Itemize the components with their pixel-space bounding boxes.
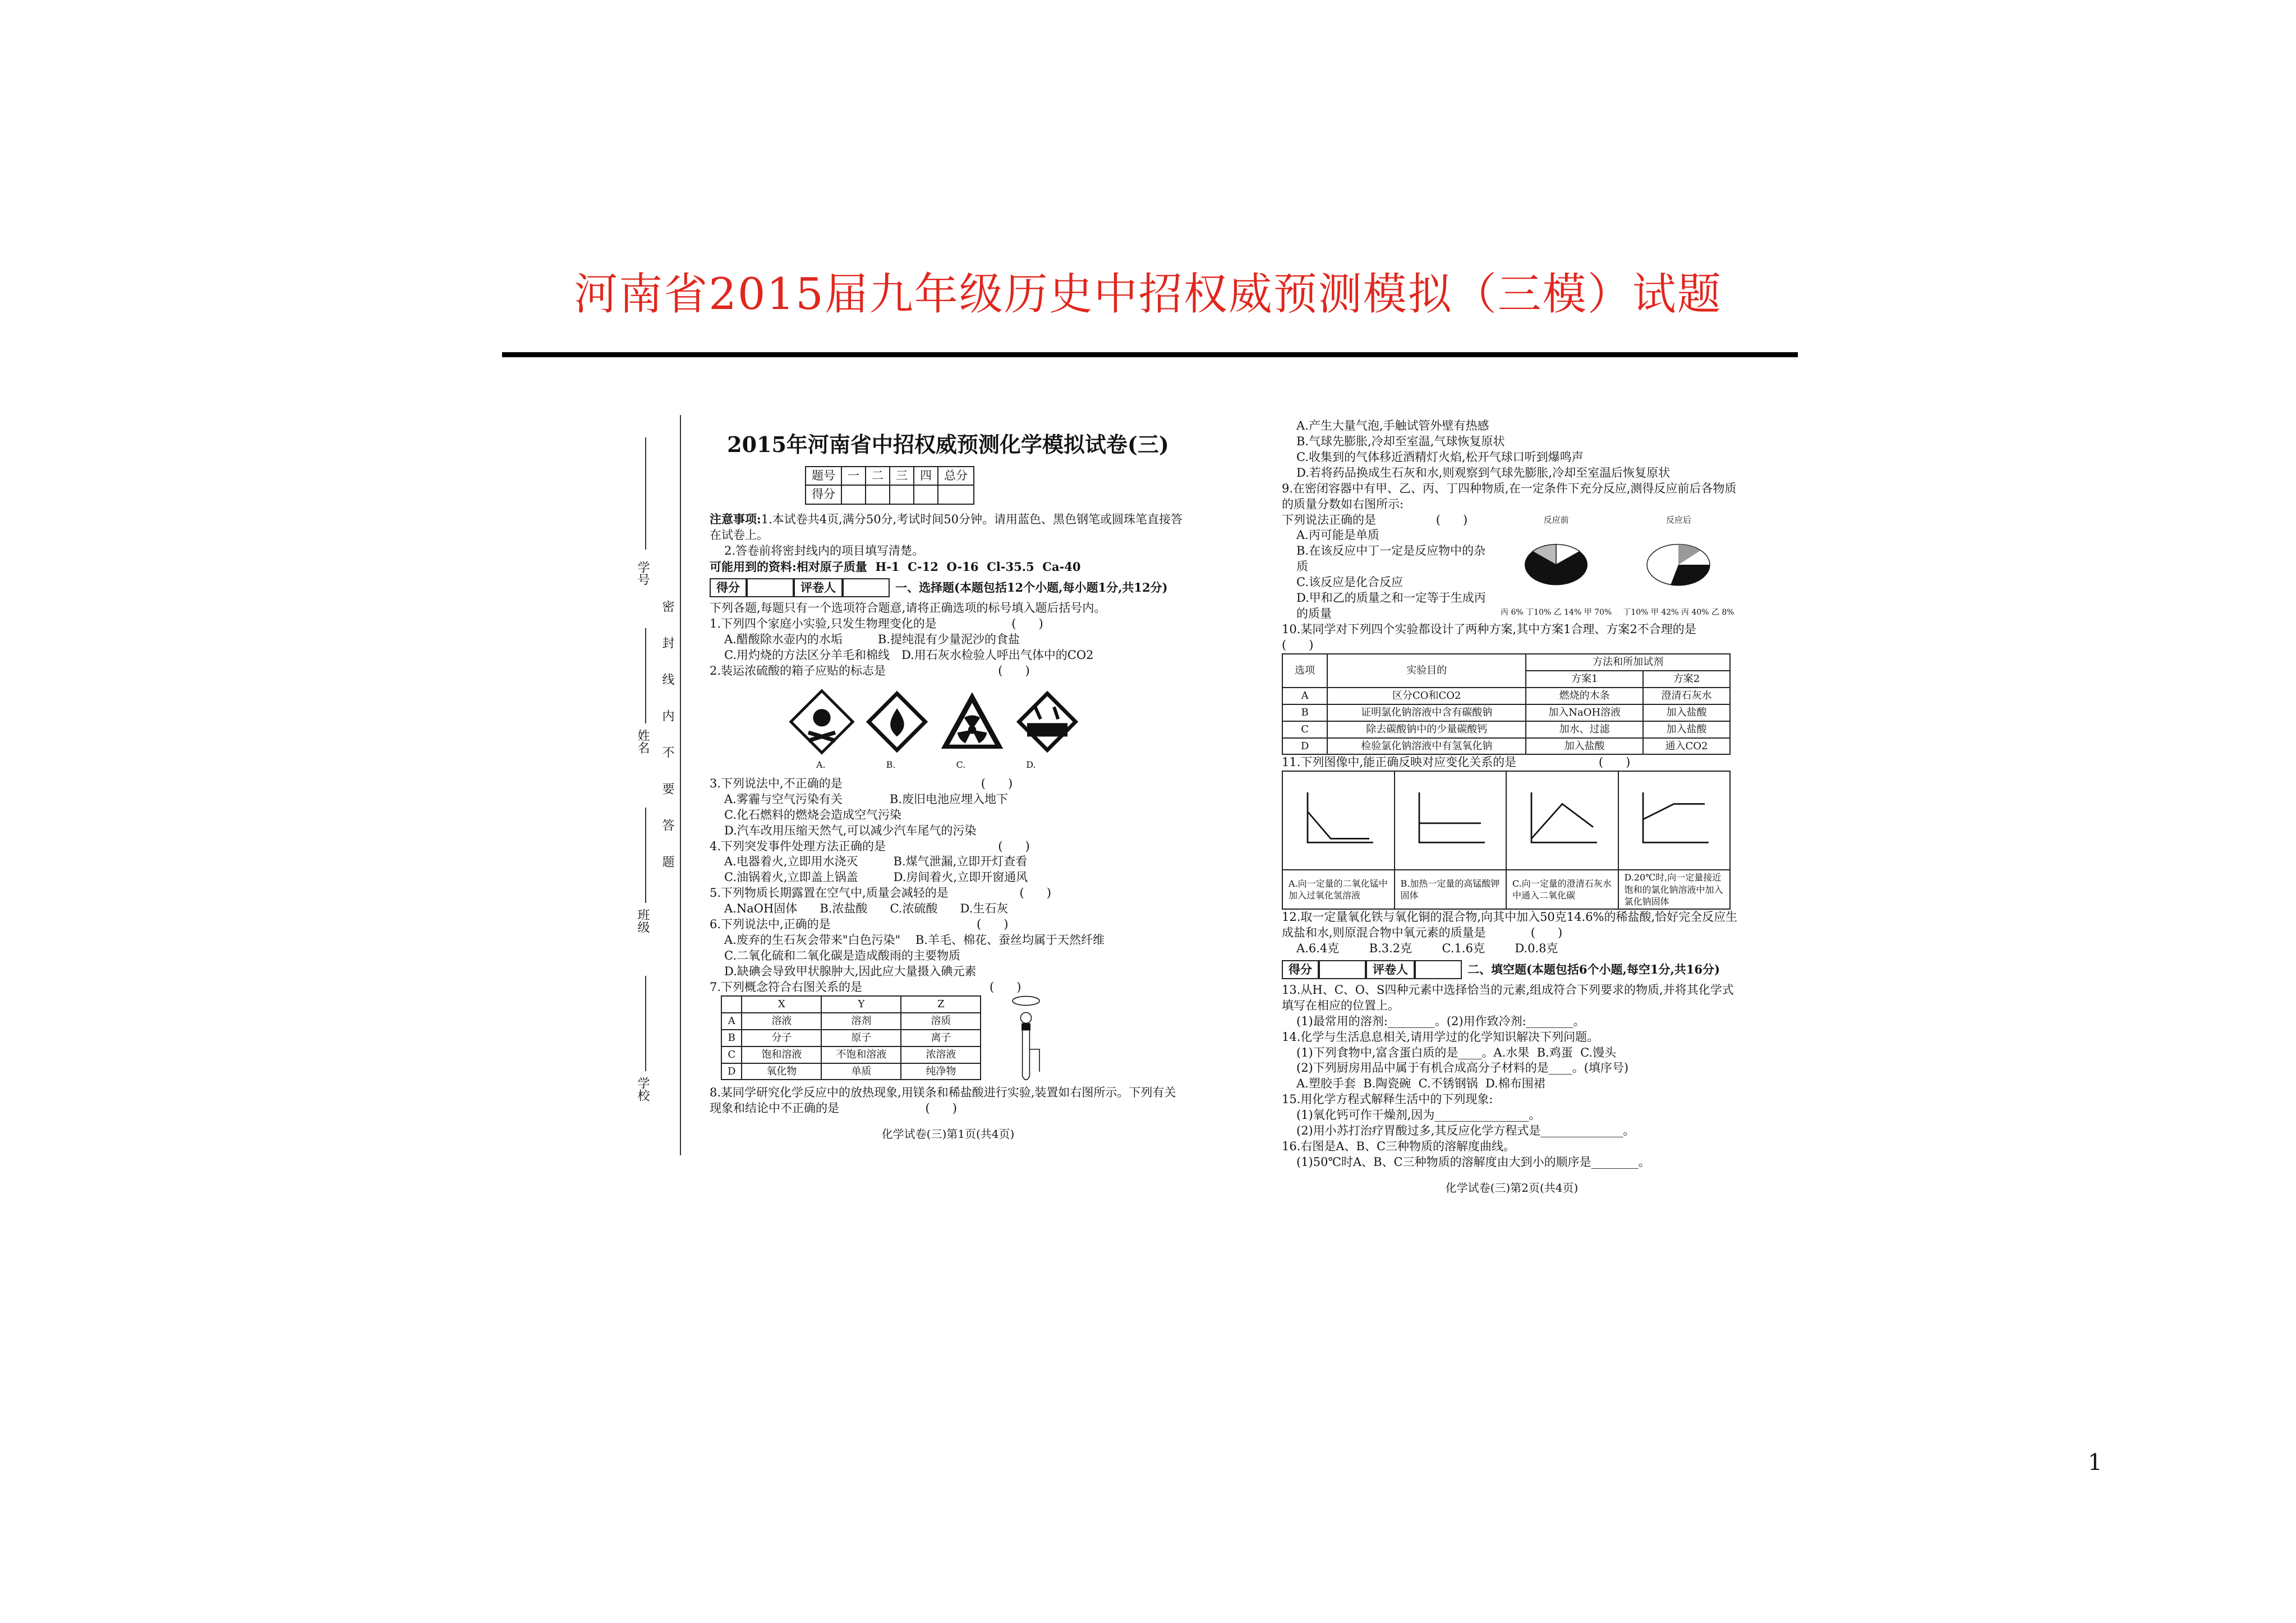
flammable-sign-icon xyxy=(863,688,931,755)
q10-cell: B xyxy=(1282,704,1327,721)
q10-cell: 检验氯化钠溶液中有氢氧化钠 xyxy=(1327,738,1526,755)
score-cell[interactable] xyxy=(841,485,866,504)
q10-cell: 加入盐酸 xyxy=(1526,738,1643,755)
q9-option-d: D.甲和乙的质量之和一定等于生成丙的质量 xyxy=(1296,591,1486,621)
test-tube-balloon-icon xyxy=(1004,995,1048,1085)
q10-header-cell: 实验目的 xyxy=(1327,654,1526,688)
name-blank xyxy=(645,628,646,723)
pie-before-item: 丁10% xyxy=(1526,608,1552,617)
hazard-label: B. xyxy=(886,759,896,770)
question-1: 1.下列四个家庭小实验,只发生物理变化的是 ( ) xyxy=(710,616,1043,630)
q10-cell: 区分CO和CO2 xyxy=(1327,688,1526,704)
notes-label: 注意事项: xyxy=(710,512,761,527)
section-2-header xyxy=(1282,960,1742,979)
question-12: 12.取一定量氧化铁与氧化铜的混合物,向其中加入50克14.6%的稀盐酸,恰好完全反应生成盐和水,则原混合物中氧元素的质量是 ( ) xyxy=(1282,910,1738,940)
q7-cell: B xyxy=(721,1030,742,1046)
hazard-label: D. xyxy=(1026,759,1036,770)
q7-cell: D xyxy=(721,1063,742,1080)
q11-option: B.加热一定量的高锰酸钾固体 xyxy=(1395,870,1507,909)
q7-cell: 分子 xyxy=(742,1030,821,1046)
graph-a-icon xyxy=(1296,789,1381,850)
q10-cell: 澄清石灰水 xyxy=(1643,688,1730,704)
field-id: 学号 xyxy=(636,561,650,585)
q8-option-c: C.收集到的气体移近酒精灯火焰,松开气球口听到爆鸣声 xyxy=(1296,450,1584,464)
pie-before-chart xyxy=(1508,525,1604,604)
q1-option-c: C.用灼烧的方法区分羊毛和棉线 xyxy=(724,648,890,662)
pie-before-label: 反应前 xyxy=(1543,514,1569,525)
question-2: 2.装运浓硫酸的箱子应贴的标志是 ( ) xyxy=(710,663,1030,677)
q3-option-c: C.化石燃料的燃烧会造成空气污染 xyxy=(724,808,901,822)
q1-option-b: B.提纯混有少量泥沙的食盐 xyxy=(877,632,1020,646)
page-2-footer: 化学试卷(三)第2页(共4页) xyxy=(1445,1181,1579,1195)
q10-cell: 加水、过滤 xyxy=(1526,721,1643,738)
score-cell: 题号 xyxy=(806,467,841,486)
q10-cell: 除去碳酸钠中的少量碳酸钙 xyxy=(1327,721,1526,738)
q4-option-b: B.煤气泄漏,立即开灯查看 xyxy=(893,855,1028,869)
q11-option: A.向一定量的二氧化锰中加入过氧化氢溶液 xyxy=(1282,870,1395,909)
q9-option-a: A.丙可能是单质 xyxy=(1296,528,1379,542)
q10-cell: 证明氯化钠溶液中含有碳酸钠 xyxy=(1327,704,1526,721)
pie-after-item: 乙 8% xyxy=(1711,608,1734,617)
q7-cell: 饱和溶液 xyxy=(742,1046,821,1063)
q8-option-d: D.若将药品换成生石灰和水,则观察到气球先膨胀,冷却至室温后恢复原状 xyxy=(1296,465,1671,479)
q10-cell: 加入盐酸 xyxy=(1643,721,1730,738)
note-2: 2.答卷前将密封线内的项目填写清楚。 xyxy=(724,544,924,558)
pie-before-item: 甲 70% xyxy=(1584,608,1612,617)
q9-pie-charts xyxy=(1501,515,1734,620)
question-13: 13.从H、C、O、S四种元素中选择恰当的元素,组成符合下列要求的物质,并将其化学式填写在相应的位置上。 xyxy=(1282,983,1734,1012)
score-cell[interactable] xyxy=(914,485,938,504)
q7-cell: A xyxy=(721,1013,742,1030)
document-title: 河南省2015届九年级历史中招权威预测模拟（三模）试题 xyxy=(574,269,1722,320)
corrosive-sign-icon xyxy=(1014,688,1081,755)
graph-d-icon xyxy=(1632,789,1716,850)
exam-page-2 xyxy=(1282,415,1891,1196)
q14-sub-2: (2)下列厨房用品中属于有机合成高分子材料的是____。(填序号) xyxy=(1296,1061,1629,1075)
section-1-title: 一、选择题(本题包括12个小题,每小题1分,共12分) xyxy=(895,580,1168,595)
q11-graphs xyxy=(1282,771,1731,910)
pie-after-item: 丙 40% xyxy=(1681,608,1709,617)
q9-stem: 下列说法正确的是 ( ) xyxy=(1282,513,1468,527)
question-14: 14.化学与生活息息相关,请用学过的化学知识解决下列问题。 xyxy=(1282,1030,1599,1044)
q6-option-d: D.缺碘会导致甲状腺肿大,因此应大量摄入碘元素 xyxy=(724,964,977,978)
q14-sub-3: A.塑胶手套 B.陶瓷碗 C.不锈钢锅 D.棉布围裙 xyxy=(1296,1077,1545,1091)
seal-line xyxy=(680,415,681,1155)
q15-sub-2: (2)用小苏打治疗胃酸过多,其反应化学方程式是______________。 xyxy=(1296,1124,1635,1138)
score-cell: 四 xyxy=(914,467,938,486)
score-cell: 总分 xyxy=(938,467,974,486)
q10-header-cell: 方案2 xyxy=(1643,671,1730,688)
score-cell[interactable] xyxy=(866,485,890,504)
question-15: 15.用化学方程式解释生活中的下列现象: xyxy=(1282,1092,1493,1106)
q11-option: C.向一定量的澄清石灰水中通入二氧化碳 xyxy=(1506,870,1618,909)
section-1-intro: 下列各题,每题只有一个选项符合题意,请将正确选项的标号填入题后括号内。 xyxy=(710,601,1106,615)
pie-after-item: 甲 42% xyxy=(1650,608,1679,617)
q4-option-d: D.房间着火,立即开窗通风 xyxy=(893,870,1028,884)
grader-label: 评卷人 xyxy=(1366,960,1415,979)
q10-cell: 加入盐酸 xyxy=(1643,704,1730,721)
pie-before-item: 丙 6% xyxy=(1501,608,1524,617)
score-cell: 一 xyxy=(841,467,866,486)
q4-option-c: C.油锅着火,立即盖上锅盖 xyxy=(724,870,858,884)
page-1-footer: 化学试卷(三)第1页(共4页) xyxy=(881,1127,1015,1141)
score-cell: 三 xyxy=(890,467,914,486)
score-cell: 得分 xyxy=(806,485,841,504)
score-label: 得分 xyxy=(1282,960,1319,979)
hazard-label: A. xyxy=(816,759,826,770)
question-16: 16.右图是A、B、C三种物质的溶解度曲线。 xyxy=(1282,1140,1516,1154)
q10-cell: A xyxy=(1282,688,1327,704)
q8-option-a: A.产生大量气泡,手触试管外壁有热感 xyxy=(1296,419,1489,432)
q7-cell: 浓溶液 xyxy=(901,1046,981,1063)
q10-header-cell: 选项 xyxy=(1282,654,1327,688)
toxic-sign-icon xyxy=(788,688,855,755)
question-4: 4.下列突发事件处理方法正确的是 ( ) xyxy=(710,839,1030,853)
q1-option-d: D.用石灰水检验人呼出气体中的CO2 xyxy=(901,648,1094,662)
id-blank xyxy=(645,437,646,550)
q15-sub-1: (1)氧化钙可作干燥剂,因为________________。 xyxy=(1296,1108,1541,1122)
field-school: 学校 xyxy=(636,1077,650,1101)
hazard-labels xyxy=(816,759,1186,771)
q7-cell: 不饱和溶液 xyxy=(821,1046,901,1063)
q7-cell: 氧化物 xyxy=(742,1063,821,1080)
q7-header-cell: Y xyxy=(821,996,901,1013)
field-class: 班级 xyxy=(636,909,650,933)
q7-cell: 原子 xyxy=(821,1030,901,1046)
q6-option-ab: A.废弃的生石灰会带来"白色污染" B.羊毛、棉花、蚕丝均属于天然纤维 xyxy=(724,933,1105,947)
seal-margin xyxy=(617,415,701,1155)
q3-option-d: D.汽车改用压缩天然气,可以减少汽车尾气的污染 xyxy=(724,823,977,837)
score-blank[interactable] xyxy=(1319,960,1366,979)
q7-header-cell xyxy=(721,996,742,1013)
grader-label: 评卷人 xyxy=(794,578,843,597)
page-number: 1 xyxy=(2088,1450,2102,1476)
q7-cell: 溶质 xyxy=(901,1013,981,1030)
pie-after-item: 丁10% xyxy=(1623,608,1649,617)
q4-option-a: A.电器着火,立即用水浇灭 xyxy=(724,855,858,869)
question-3: 3.下列说法中,不正确的是 ( ) xyxy=(710,776,1013,790)
q7-table xyxy=(721,995,981,1081)
paper-title: 2015年河南省中招权威预测化学模拟试卷(三) xyxy=(727,432,1169,457)
graph-c-icon xyxy=(1520,789,1604,850)
q7-header-cell: X xyxy=(742,996,821,1013)
atomic-mass-note: 可能用到的资料:相对原子质量 H-1 C-12 O-16 Cl-35.5 Ca-40 xyxy=(710,560,1081,574)
q1-option-a: A.醋酸除水壶内的水垢 xyxy=(724,632,843,646)
q10-header-cell: 方案1 xyxy=(1526,671,1643,688)
q14-sub-1: (1)下列食物中,富含蛋白质的是____。A.水果 B.鸡蛋 C.馒头 xyxy=(1296,1045,1617,1059)
q10-cell: 通入CO2 xyxy=(1643,738,1730,755)
q3-option-a: A.雾霾与空气污染有关 xyxy=(724,792,843,806)
question-9: 9.在密闭容器中有甲、乙、丙、丁四种物质,在一定条件下充分反应,测得反应前后各物质的质量分数如右图所示: xyxy=(1282,481,1737,511)
q10-group-header: 方法和所加试剂 xyxy=(1526,654,1730,671)
hazard-label: C. xyxy=(956,759,966,770)
question-8: 8.某同学研究化学反应中的放热现象,用镁条和稀盐酸进行实验,装置如右图所示。下列有关现象和结论中不正确的是 ( ) xyxy=(710,1085,1176,1115)
grader-blank[interactable] xyxy=(843,578,890,597)
school-blank xyxy=(645,976,646,1071)
section-2-title: 二、填空题(本题包括6个小题,每空1分,共16分) xyxy=(1467,962,1720,976)
q6-option-c: C.二氧化硫和二氧化碳是造成酸雨的主要物质 xyxy=(724,949,960,962)
hazard-signs xyxy=(788,688,1186,755)
q3-option-b: B.废旧电池应埋入地下 xyxy=(889,792,1008,806)
graph-b-icon xyxy=(1408,789,1492,850)
score-cell[interactable] xyxy=(938,485,974,504)
q10-cell: 燃烧的木条 xyxy=(1526,688,1643,704)
q7-cell: 单质 xyxy=(821,1063,901,1080)
score-label: 得分 xyxy=(710,578,747,597)
field-name: 姓名 xyxy=(636,729,650,754)
note-1: 1.本试卷共4页,满分50分,考试时间50分钟。请用蓝色、黑色钢笔或圆珠笔直接答在试卷上。 xyxy=(710,513,1182,542)
question-7: 7.下列概念符合右图关系的是 ( ) xyxy=(710,980,1022,994)
radiation-sign-icon xyxy=(938,688,1006,755)
q7-header-cell: Z xyxy=(901,996,981,1013)
q9-option-c: C.该反应是化合反应 xyxy=(1296,575,1403,589)
score-table xyxy=(805,466,974,505)
grader-blank[interactable] xyxy=(1415,960,1462,979)
section-1-header xyxy=(710,578,1186,597)
question-6: 6.下列说法中,正确的是 ( ) xyxy=(710,917,1009,932)
score-cell: 二 xyxy=(866,467,890,486)
pie-after-chart xyxy=(1631,525,1726,604)
q8-option-b: B.气球先膨胀,冷却至室温,气球恢复原状 xyxy=(1296,434,1505,448)
pie-before-item: 乙 14% xyxy=(1553,608,1582,617)
class-blank xyxy=(645,808,646,903)
question-10: 10.某同学对下列四个实验都设计了两种方案,其中方案1合理、方案2不合理的是 ( ) xyxy=(1282,622,1891,652)
q7-cell: 溶液 xyxy=(742,1013,821,1030)
score-cell[interactable] xyxy=(890,485,914,504)
score-blank[interactable] xyxy=(747,578,794,597)
question-11: 11.下列图像中,能正确反映对应变化关系的是 ( ) xyxy=(1282,755,1631,769)
q11-option: D.20℃时,向一定量接近饱和的氯化钠溶液中加入氯化钠固体 xyxy=(1618,870,1731,909)
seal-text: 密 封 线 内 不 要 答 题 xyxy=(660,600,674,878)
q7-cell: 离子 xyxy=(901,1030,981,1046)
q10-cell: 加入NaOH溶液 xyxy=(1526,704,1643,721)
q7-cell: 纯净物 xyxy=(901,1063,981,1080)
q7-cell: C xyxy=(721,1046,742,1063)
q10-table xyxy=(1282,653,1731,755)
q5-options: A.NaOH固体 B.浓盐酸 C.浓硫酸 D.生石灰 xyxy=(724,902,1009,916)
q10-cell: C xyxy=(1282,721,1327,738)
q16-sub-1: (1)50℃时A、B、C三种物质的溶解度由大到小的顺序是________。 xyxy=(1296,1155,1650,1169)
q10-cell: D xyxy=(1282,738,1327,755)
q13-subquestions: (1)最常用的溶剂:________。(2)用作致冷剂:________。 xyxy=(1296,1014,1585,1028)
question-5: 5.下列物质长期露置在空气中,质量会减轻的是 ( ) xyxy=(710,886,1051,900)
q9-option-b: B.在该反应中丁一定是反应物中的杂质 xyxy=(1296,544,1486,574)
exam-page-1 xyxy=(710,415,1186,1141)
q12-options: A.6.4克 B.3.2克 C.1.6克 D.0.8克 xyxy=(1296,942,1558,956)
pie-after-label: 反应后 xyxy=(1665,514,1691,525)
q7-cell: 溶剂 xyxy=(821,1013,901,1030)
title-divider xyxy=(502,352,1798,357)
